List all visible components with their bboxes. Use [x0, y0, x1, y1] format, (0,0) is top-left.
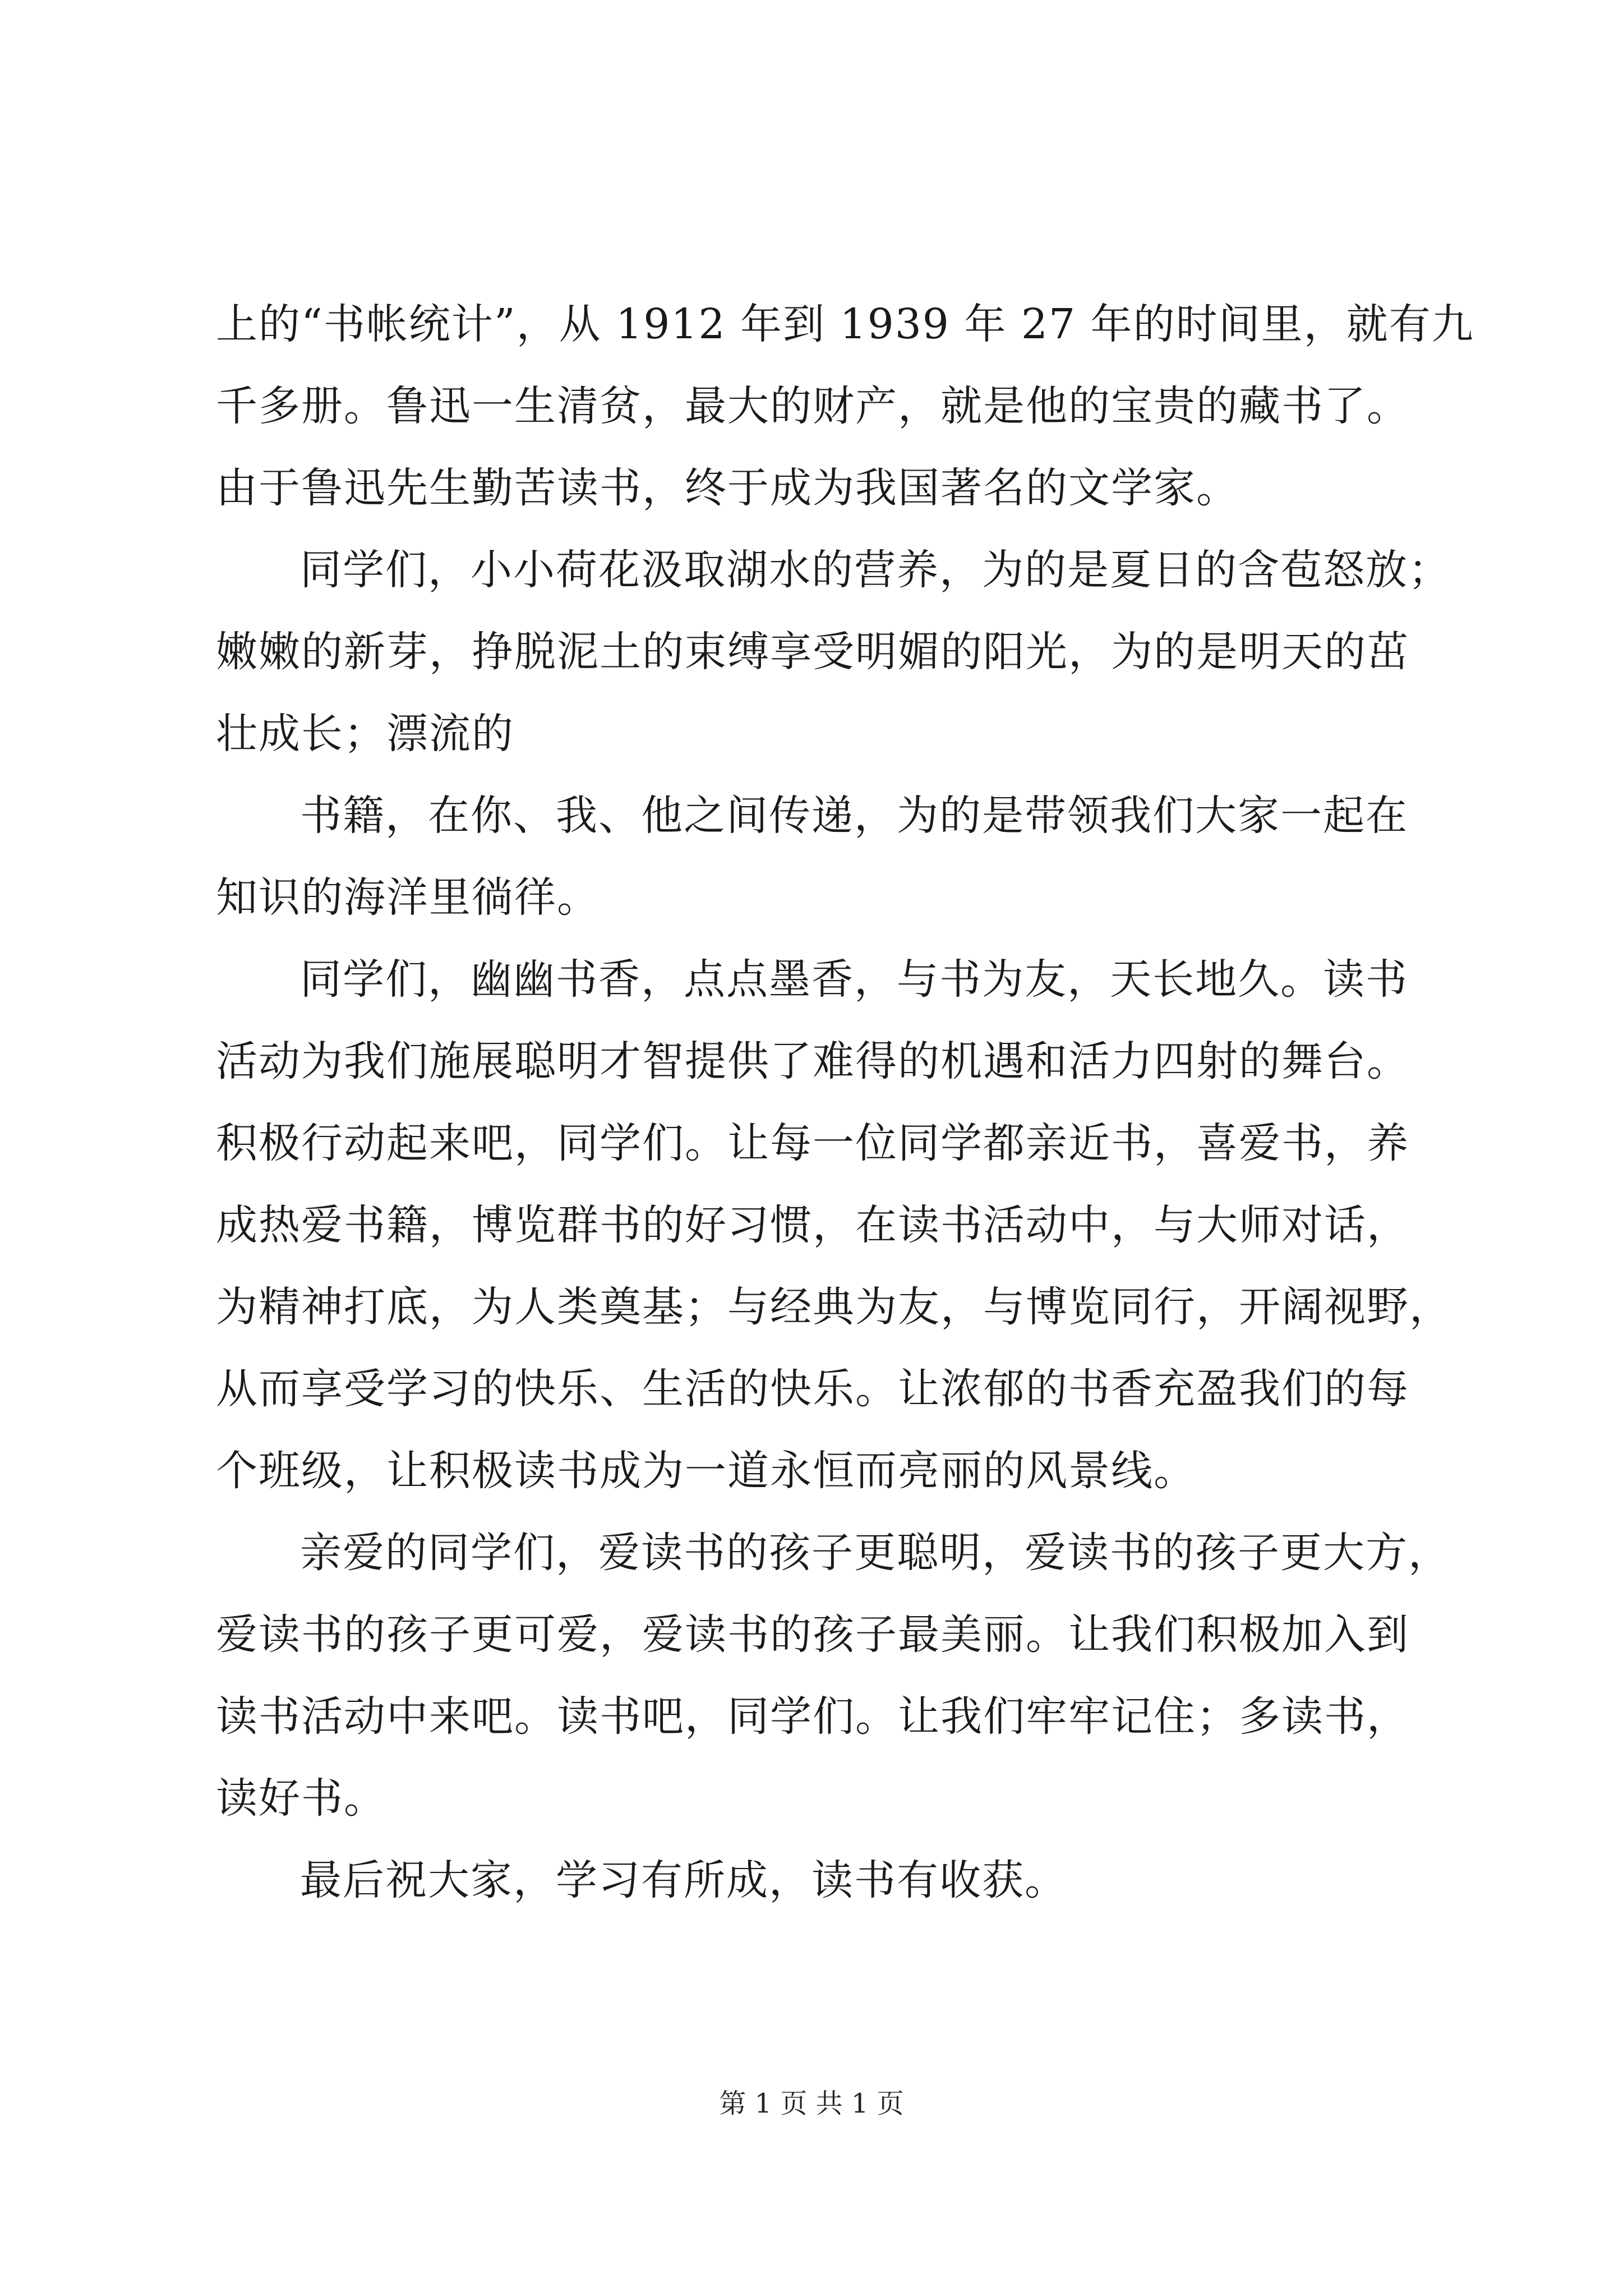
text-line: 嫩嫩的新芽，挣脱泥土的束缚享受明媚的阳光，为的是明天的茁 — [216, 628, 1409, 676]
text-line: 读书活动中来吧。读书吧，同学们。让我们牢牢记住；多读书， — [216, 1692, 1409, 1741]
paragraph-start-line: 同学们，小小荷花汲取湖水的营养，为的是夏日的含苞怒放； — [300, 546, 1451, 594]
page-number-footer: 第 1 页 共 1 页 — [719, 2088, 904, 2119]
text-line: 积极行动起来吧，同学们。让每一位同学都亲近书，喜爱书，养 — [216, 1119, 1409, 1167]
text-line: 壮成长；漂流的 — [216, 710, 514, 758]
text-line: 从而享受学习的快乐、生活的快乐。让浓郁的书香充盈我们的每 — [216, 1365, 1409, 1413]
paragraph-start-line: 书籍，在你、我、他之间传递，为的是带领我们大家一起在 — [300, 792, 1408, 840]
text-line: 千多册。鲁迅一生清贫，最大的财产，就是他的宝贵的藏书了。 — [216, 382, 1409, 430]
text-line: 活动为我们施展聪明才智提供了难得的机遇和活力四射的舞台。 — [216, 1037, 1409, 1085]
text-line: 个班级，让积极读书成为一道永恒而亮丽的风景线。 — [216, 1447, 1196, 1495]
text-line: 读好书。 — [216, 1774, 386, 1823]
paragraph-start-line: 亲爱的同学们，爱读书的孩子更聪明，爱读书的孩子更大方， — [300, 1529, 1451, 1577]
text-line: 知识的海洋里徜徉。 — [216, 873, 600, 922]
text-line: 成热爱书籍，博览群书的好习惯，在读书活动中，与大师对话， — [216, 1201, 1409, 1249]
text-line: 由于鲁迅先生勤苦读书，终于成为我国著名的文学家。 — [216, 464, 1239, 512]
text-line: 为精神打底，为人类奠基；与经典为友，与博览同行，开阔视野， — [216, 1283, 1452, 1331]
text-line: 爱读书的孩子更可爱，爱读书的孩子最美丽。让我们积极加入到 — [216, 1611, 1409, 1659]
paragraph-start-line: 最后祝大家，学习有所成，读书有收获。 — [300, 1856, 1067, 1904]
document-body — [216, 283, 1474, 1921]
text-line: 上的“书帐统计”，从 1912 年到 1939 年 27 年的时间里，就有九 — [216, 300, 1474, 348]
paragraph-start-line: 同学们，幽幽书香，点点墨香，与书为友，天长地久。读书 — [300, 955, 1408, 1004]
